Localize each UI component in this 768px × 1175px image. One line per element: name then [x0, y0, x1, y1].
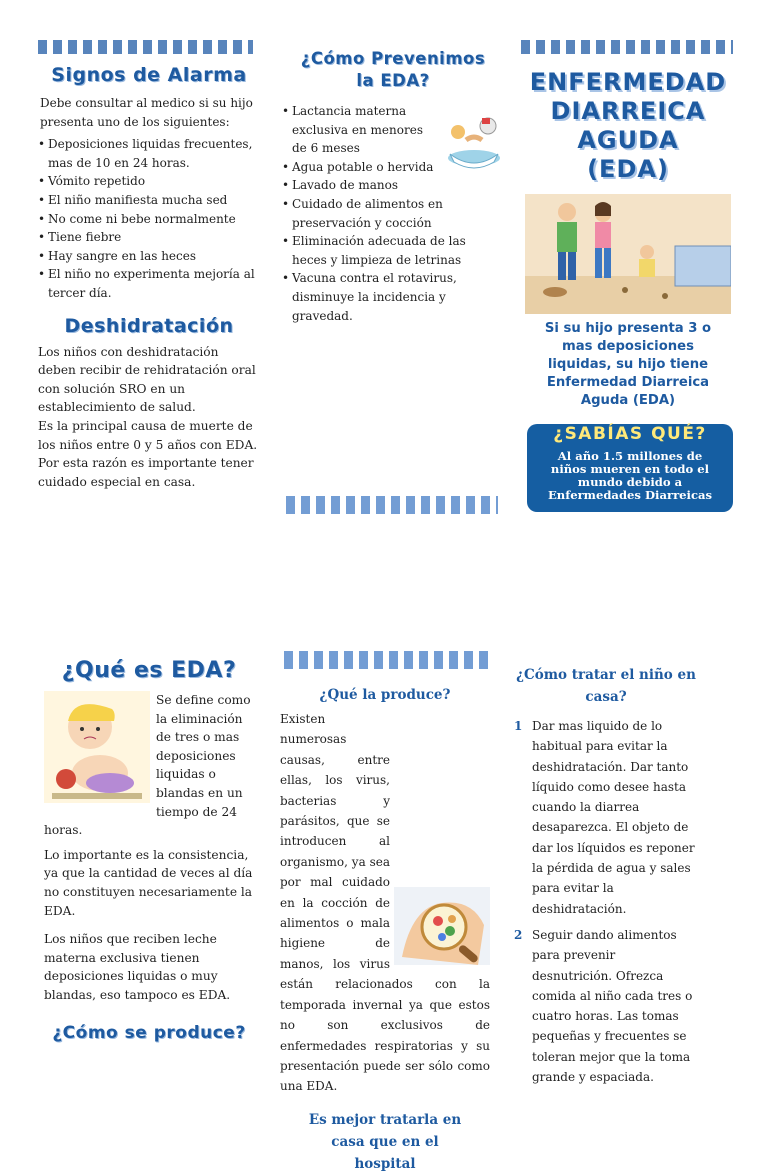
decorative-stripe	[38, 40, 253, 54]
list-item: • Agua potable o hervida	[282, 158, 502, 177]
cover-title: ENFERMEDAD DIARREICA AGUDA (EDA)	[529, 68, 727, 183]
decorative-stripe	[286, 496, 498, 514]
list-item: • El niño no experimenta mejoría al tercer día.	[38, 265, 260, 302]
did-you-know-text: Al año 1.5 millones de niños mueren en todo el mundo debido a Enfermedades Diarreicas	[547, 449, 713, 502]
how-produced-title: ¿Cómo se produce?	[52, 1022, 246, 1043]
list-item: • Vómito repetido	[38, 172, 260, 191]
list-item: • Lavado de manos	[282, 176, 502, 195]
list-item: • No come ni bebe normalmente	[38, 210, 260, 229]
panel-what-is-eda	[44, 658, 254, 1043]
list-item: • Eliminación adecuada de las heces y limpieza de letrinas	[282, 232, 502, 269]
list-item: • Vacuna contra el rotavirus, disminuye la incidencia y gravedad.	[282, 269, 502, 325]
sick-child-illustration	[44, 691, 150, 803]
dehydration-text-1: Los niños con deshidratación deben recibir de rehidratación oral con solución SRO en un establecimiento de salud.	[38, 344, 256, 415]
list-item: • Tiene fiebre	[38, 228, 260, 247]
panel-cover	[521, 40, 735, 410]
definition-text: Se define como la eliminación de tres o mas deposiciones liquidas o blandas en un tiempo de 24 horas.	[44, 693, 251, 838]
list-item: 1 Dar mas liquido de lo habitual para evitar la deshidratación. Dar tanto líquido como desee hasta cuando la diarrea desaparezca. El objeto de dar los líquidos es reponer la pérdida de agua y sales para evitar la deshidratación.	[514, 719, 695, 916]
panel-causes	[280, 651, 490, 1175]
list-item: • El niño manifiesta mucha sed	[38, 191, 260, 210]
causes-text: Existen numerosas causas, entre ellas, los virus, bacterias y parásitos, que se introducen al organismo, ya sea por mal cuidado en la cocción de alimentos o mala higiene de manos, los virus están relacionados con la temporada invernal ya que estos no son exclusivos de enfermedades respiratorias y su presentación puede ser sólo como una EDA.	[280, 712, 490, 1094]
prevention-title: ¿Cómo Prevenimos la EDA?	[300, 49, 486, 90]
list-item: • Lactancia materna exclusiva en menores de 6 meses	[282, 102, 502, 158]
panel-prevention	[282, 48, 504, 325]
alarm-signs-title: Signos de Alarma	[51, 64, 247, 86]
list-item: 2 Seguir dando alimentos para prevenir desnutrición. Ofrezca comida al niño cada tres o cuatro horas. Las tomas pequeñas y frecuentes se toleran mejor que la toma grande y espaciada.	[514, 927, 693, 1085]
list-item: • Hay sangre en las heces	[38, 247, 260, 266]
panel-alarm-signs	[38, 40, 260, 491]
home-treatment-title: ¿Cómo tratar el niño en casa?	[516, 667, 696, 705]
breastfeeding-text: Los niños que reciben leche materna exclusiva tienen deposiciones liquidas o muy blandas, eso tampoco es EDA.	[44, 932, 231, 1002]
decorative-stripe	[284, 651, 488, 669]
did-you-know-box	[527, 424, 733, 512]
causes-title: ¿Qué la produce?	[319, 687, 451, 703]
what-is-eda-title: ¿Qué es EDA?	[61, 658, 237, 683]
list-item: • Deposiciones liquidas frecuentes, mas de 10 en 24 horas.	[38, 135, 260, 172]
did-you-know-title: ¿SABÍAS QUÉ?	[553, 424, 707, 444]
prevention-list	[282, 102, 504, 325]
dehydration-text-2: Es la principal causa de muerte de los niños entre 0 y 5 años con EDA. Por esta razón es importante tener cuidado especial en casa.	[38, 418, 258, 489]
decorative-stripe	[521, 40, 733, 54]
dehydration-title: Deshidratación	[64, 314, 234, 337]
consistency-text: Lo importante es la consistencia, ya que la cantidad de veces al día no constituyen necesariamente la EDA.	[44, 847, 253, 918]
germs-hand-illustration	[394, 887, 490, 965]
treatment-steps	[514, 716, 698, 1087]
alarm-signs-list	[38, 135, 260, 302]
family-illustration	[525, 194, 731, 314]
closing-message: Es mejor tratarla en casa que en el hospital	[308, 1111, 462, 1172]
cover-message: Si su hijo presenta 3 o mas deposiciones liquidas, su hijo tiene Enfermedad Diarreica Aguda (EDA)	[544, 321, 712, 408]
alarm-intro: Debe consultar al medico si su hijo presenta uno de los siguientes:	[40, 96, 253, 129]
list-item: • Cuidado de alimentos en preservación y cocción	[282, 195, 502, 232]
